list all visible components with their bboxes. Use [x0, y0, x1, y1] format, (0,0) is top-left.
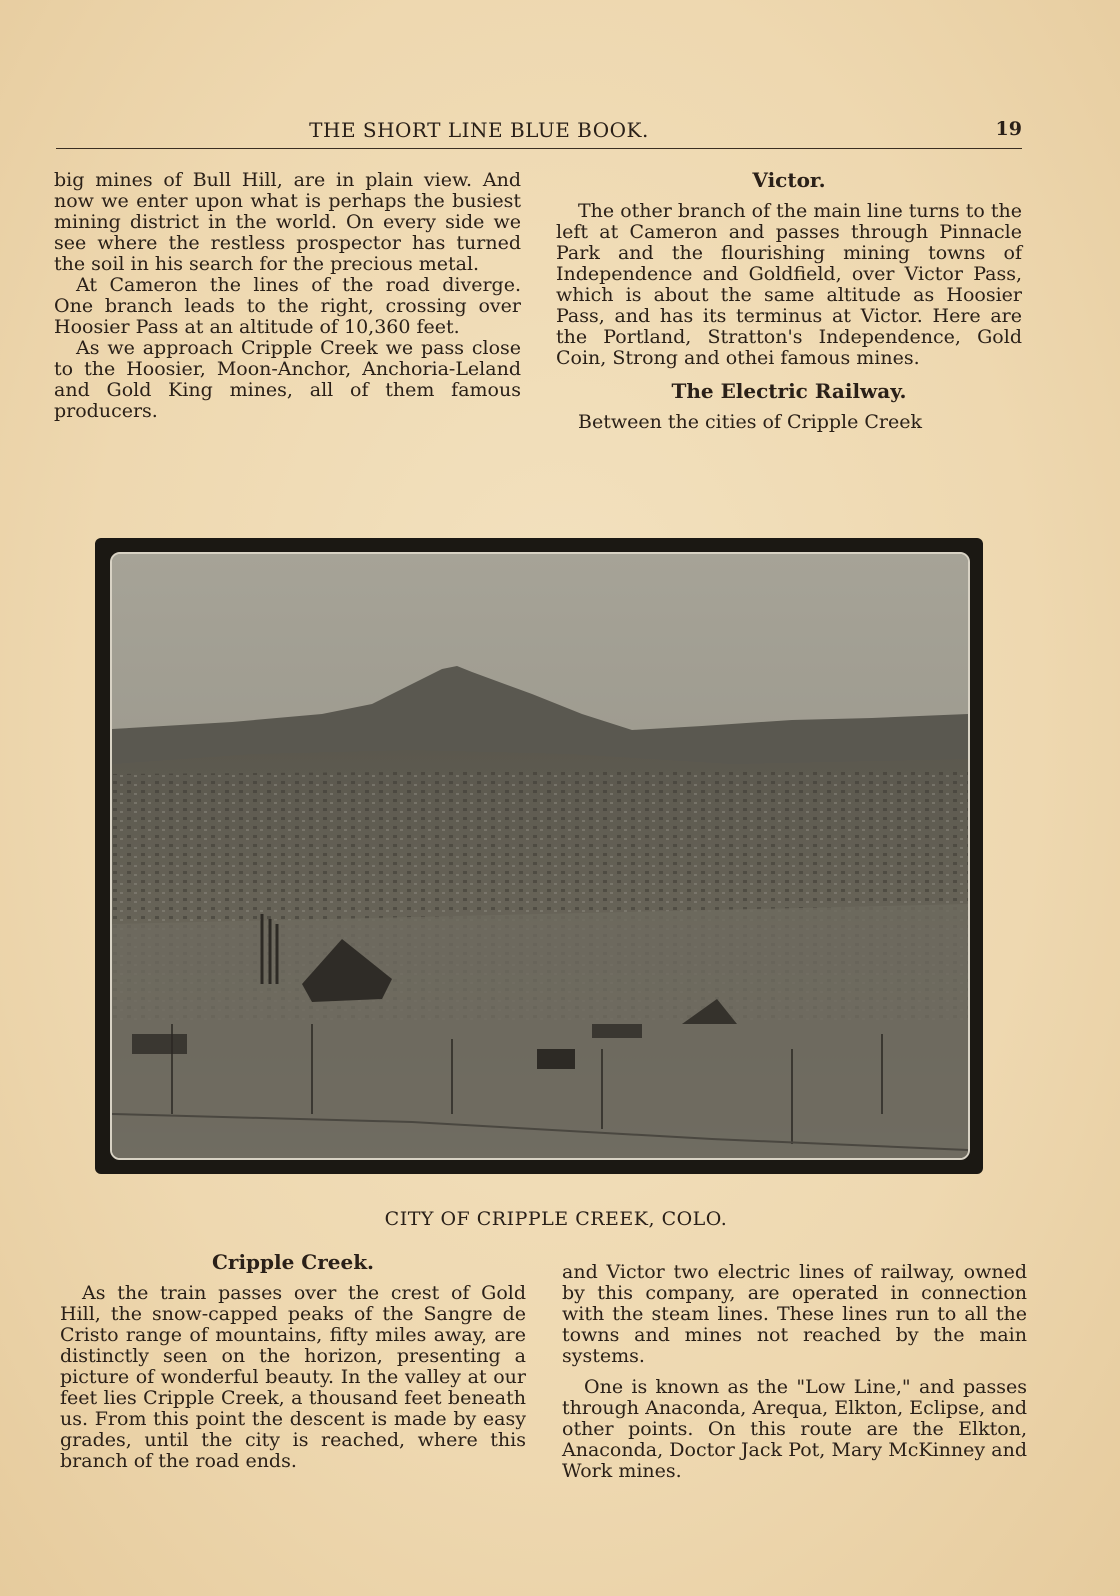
victor-heading: Victor.	[752, 168, 826, 192]
paragraph: Between the cities of Cripple Creek	[578, 411, 923, 433]
paragraph: and Victor two electric lines of railway, owned by this company, are operated in connection with the steam lines. These lines run to all the towns and mines not reached by the main systems.	[562, 1261, 1027, 1367]
paragraph: At Cameron the lines of the road diverge. One branch leads to the right, crossing over Hoosier Pass at an altitude of 10,360 feet.	[54, 274, 521, 338]
landscape-illustration	[112, 554, 968, 1158]
paragraph: As we approach Cripple Creek we pass close to the Hoosier, Moon-Anchor, Anchoria-Leland and Gold King mines, all of them famous producers.	[54, 337, 521, 422]
photo-plate	[95, 538, 983, 1174]
cripple-creek-heading: Cripple Creek.	[211, 1250, 375, 1274]
photo-caption: CITY OF CRIPPLE CREEK, COLO.	[384, 1208, 728, 1230]
book-title: THE SHORT LINE BLUE BOOK.	[309, 118, 649, 142]
top-right-column	[556, 170, 1022, 433]
paragraph: As the train passes over the crest of Gold Hill, the snow-capped peaks of the Sangre de Cristo range of mountains, fifty miles away, are distinctly seen on the horizon, presenting a picture of wonderful beauty. In the valley at our feet lies Cripple Creek, a thousand feet beneath us. From this point the descent is made by easy grades, until the city is reached, where this branch of the road ends.	[60, 1282, 526, 1472]
running-header	[56, 116, 1022, 149]
cripple-creek-photograph	[110, 552, 970, 1160]
bottom-left-column	[60, 1252, 526, 1472]
bottom-right-column	[562, 1262, 1027, 1482]
paragraph: The other branch of the main line turns to the left at Cameron and passes through Pinnacle Park and the flourishing mining towns of Independence and Goldfield, over Victor Pass, which is about the same altitude as Hoosier Pass, and has its terminus at Victor. Here are the Portland, Stratton's Independence, Gold Coin, Strong and othei famous mines.	[556, 200, 1022, 369]
paragraph: big mines of Bull Hill, are in plain view. And now we enter upon what is perhaps the busiest mining district in the world. On every side we see where the restless prospector has turned the soil in his search for the precious metal.	[54, 169, 521, 275]
electric-railway-heading: The Electric Railway.	[671, 379, 907, 403]
top-left-column	[54, 170, 521, 422]
paragraph: One is known as the "Low Line," and passes through Anaconda, Arequa, Elkton, Eclipse, and other points. On this route are the Elkton, Anaconda, Doctor Jack Pot, Mary McKinney and Work mines.	[562, 1376, 1027, 1482]
page-number: 19	[995, 118, 1022, 140]
